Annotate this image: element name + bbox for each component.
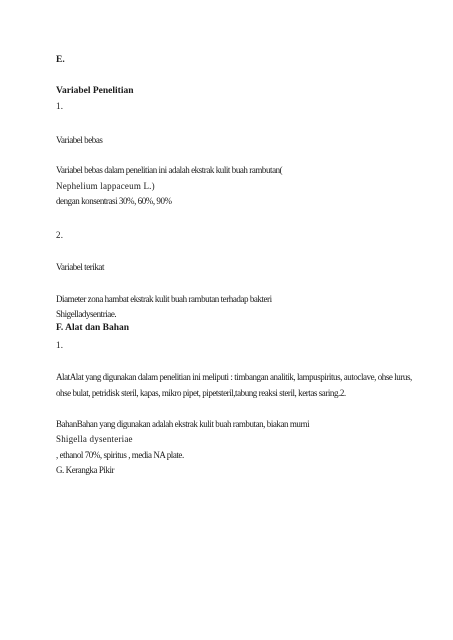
shigella-dysenteriae-text: Shigella dysenteriae [56, 434, 133, 444]
kerangka-pikir-heading: G. Kerangka Pikir [56, 465, 115, 475]
alat-description-line2: ohse bulat, petridisk steril, kapas, mikro pipet, pipetsteril,tabung reaksi steril, kertas saring.2. [56, 388, 346, 398]
section-f-heading: F. Alat dan Bahan [56, 323, 130, 333]
nephelium-species: Nephelium lappaceum L.) [56, 181, 155, 191]
variabel-bebas-description: Variabel bebas dalam penelitian ini adalah ekstrak kulit buah rambutan( [56, 165, 283, 175]
list-number-2: 2. [56, 230, 64, 240]
list-number-1b: 1. [56, 340, 64, 350]
konsentrasi-text: dengan konsentrasi 30%, 60%, 90% [56, 196, 172, 206]
variabel-penelitian-heading: Variabel Penelitian [56, 86, 134, 96]
shigella-dysentriae-text: Shigelladysentriae. [56, 309, 117, 319]
section-e-heading: E. [56, 55, 65, 65]
variabel-bebas-label: Variabel bebas [56, 135, 103, 145]
list-number-1: 1. [56, 101, 64, 111]
etanol-text: , ethanol 70%, spiritus , media NA plate. [56, 450, 184, 460]
alat-description-line1: AlatAlat yang digunakan dalam penelitian ini meliputi : timbangan analitik, lampuspiritus, autoclave, ohse lurus, [56, 372, 412, 382]
variabel-terikat-description: Diameter zona hambat ekstrak kulit buah rambutan terhadap bakteri [56, 294, 272, 304]
variabel-terikat-label: Variabel terikat [56, 262, 105, 272]
bahan-description: BahanBahan yang digunakan adalah ekstrak kulit buah rambutan, biakan murni [56, 419, 310, 429]
